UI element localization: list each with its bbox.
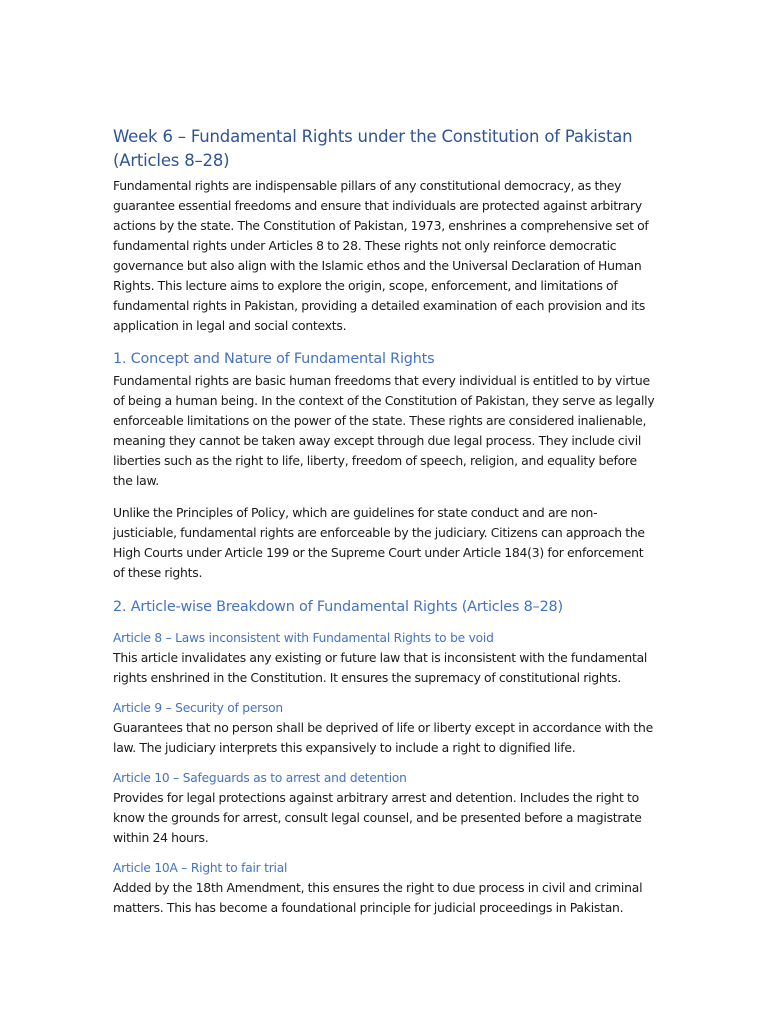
article-text: Guarantees that no person shall be deprived of life or liberty except in accordance with the law. The judiciary interprets this expansively to include a right to dignified life.: [113, 720, 653, 755]
article-block: [113, 858, 658, 918]
article-text: This article invalidates any existing or future law that is inconsistent with the fundamental rights enshrined in the Constitution. It ensures the supremacy of constitutional rights.: [113, 650, 648, 685]
article-heading: Article 8 – Laws inconsistent with Fundamental Rights to be void: [113, 631, 494, 645]
article-block: [113, 628, 658, 688]
article-text: Added by the 18th Amendment, this ensures the right to due process in civil and criminal matters. This has become a foundational principle for judicial proceedings in Pakistan.: [113, 880, 643, 915]
article-heading: Article 10A – Right to fair trial: [113, 861, 288, 875]
section-paragraph: Fundamental rights are basic human freedoms that every individual is entitled to by virtue of being a human being. In the context of the Constitution of Pakistan, they serve as legally enforceable limitations on the power of the state. These rights are considered inalienable, meaning they cannot be taken away except through due legal process. They include civil liberties such as the right to life, liberty, freedom of speech, religion, and equality before the law.: [113, 373, 655, 488]
section-concept-nature: [113, 348, 658, 583]
article-block: [113, 768, 658, 848]
section-heading: 1. Concept and Nature of Fundamental Rights: [113, 351, 435, 367]
document-title: Week 6 – Fundamental Rights under the Constitution of Pakistan (Articles 8–28): [113, 127, 633, 170]
article-text: Provides for legal protections against arbitrary arrest and detention. Includes the right to know the grounds for arrest, consult legal counsel, and be presented before a magistrate within 24 hours.: [113, 790, 642, 845]
article-heading: Article 9 – Security of person: [113, 701, 283, 715]
section-paragraph: Unlike the Principles of Policy, which are guidelines for state conduct and are non-justiciable, fundamental rights are enforceable by the judiciary. Citizens can approach the High Courts under Article 199 or the Supreme Court under Article 184(3) for enforcement of these rights.: [113, 505, 645, 580]
article-heading: Article 10 – Safeguards as to arrest and detention: [113, 771, 407, 785]
intro-paragraph: Fundamental rights are indispensable pillars of any constitutional democracy, as they guarantee essential freedoms and ensure that individuals are protected against arbitrary actions by the state. The Constitution of Pakistan, 1973, enshrines a comprehensive set of fundamental rights under Articles 8 to 28. These rights not only reinforce democratic governance but also align with the Islamic ethos and the Universal Declaration of Human Rights. This lecture aims to explore the origin, scope, enforcement, and limitations of fundamental rights in Pakistan, providing a detailed examination of each provision and its application in legal and social contexts.: [113, 178, 649, 333]
section-heading: 2. Article-wise Breakdown of Fundamental Rights (Articles 8–28): [113, 599, 563, 615]
section-article-breakdown: [113, 596, 658, 918]
article-block: [113, 698, 658, 758]
